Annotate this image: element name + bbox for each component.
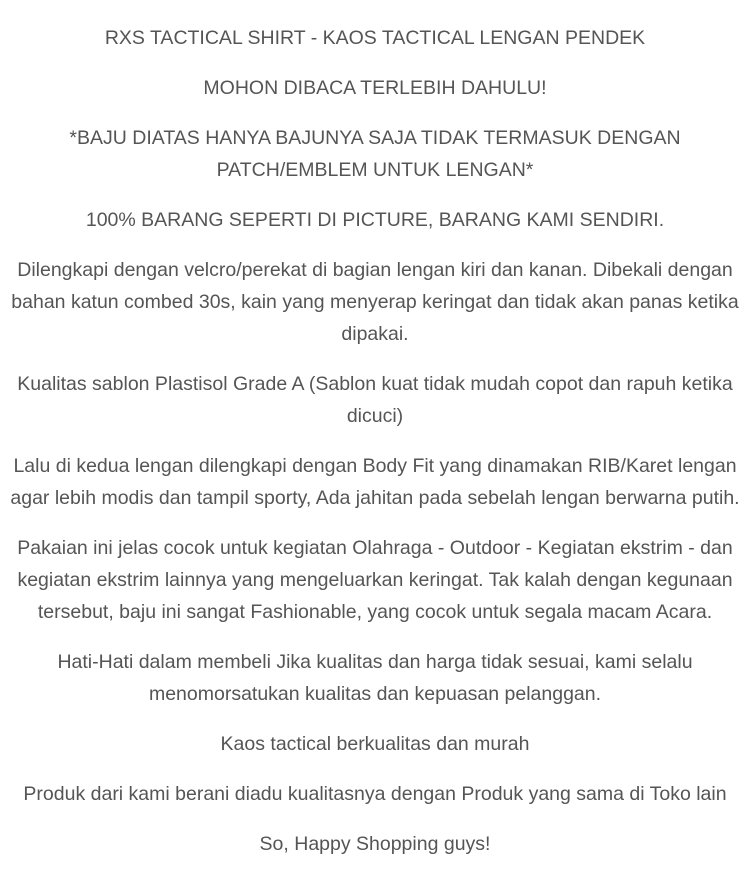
description-tagline: Kaos tactical berkualitas dan murah [220,733,530,755]
description-sleeve-detail: Lalu di kedua lengan dilengkapi dengan Body Fit yang dinamakan RIB/Karet lengan agar lebih modis dan tampil sporty, Ada jahitan pada sebelah lengan berwarna putih. [10,455,740,509]
description-patch-note: *BAJU DIATAS HANYA BAJUNYA SAJA TIDAK TERMASUK DENGAN PATCH/EMBLEM UNTUK LENGAN* [69,127,681,181]
description-authenticity: 100% BARANG SEPERTI DI PICTURE, BARANG KAMI SENDIRI. [85,209,665,231]
description-caution: Hati-Hati dalam membeli Jika kualitas dan harga tidak sesuai, kami selalu menomorsatukan kualitas dan kepuasan pelanggan. [57,651,693,705]
description-comparison: Produk dari kami berani diadu kualitasnya dengan Produk yang sama di Toko lain [23,783,727,805]
description-material: Dilengkapi dengan velcro/perekat di bagian lengan kiri dan kanan. Dibekali dengan bahan katun combed 30s, kain yang menyerap keringat dan tidak akan panas ketika dipakai. [11,259,739,345]
description-closing: So, Happy Shopping guys! [259,833,491,855]
description-title: RXS TACTICAL SHIRT - KAOS TACTICAL LENGAN PENDEK [104,27,646,49]
description-print-quality: Kualitas sablon Plastisol Grade A (Sablon kuat tidak mudah copot dan rapuh ketika dicuci) [17,373,733,427]
description-usage: Pakaian ini jelas cocok untuk kegiatan Olahraga - Outdoor - Kegiatan ekstrim - dan kegiatan ekstrim lainnya yang mengeluarkan keringat. Tak kalah dengan kegunaan tersebut, baju ini sangat Fashionable, yang cocok untuk segala macam Acara. [17,537,733,623]
description-notice: MOHON DIBACA TERLEBIH DAHULU! [203,77,547,99]
